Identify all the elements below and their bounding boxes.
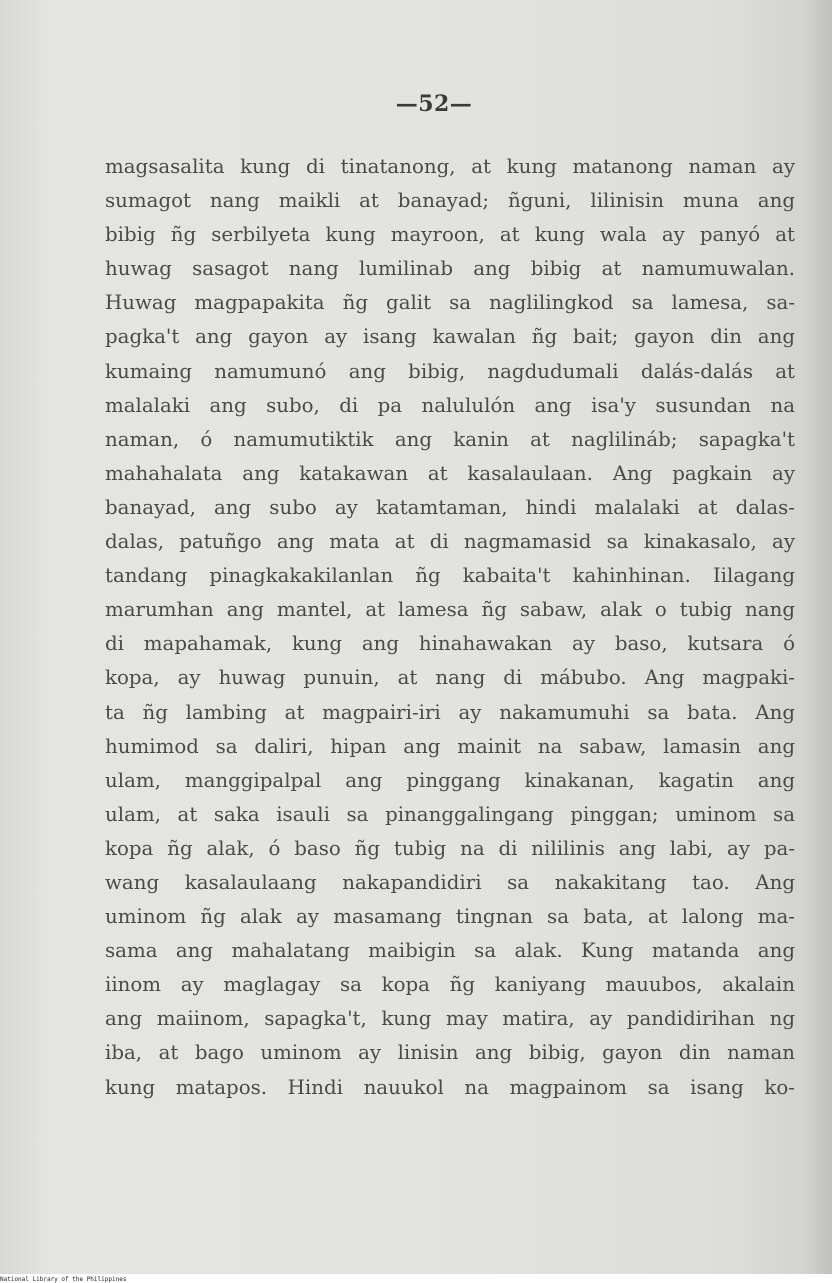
- text-line: kumaing namumunó ang bibig, nagdudumali dalás-dalás at: [105, 359, 795, 383]
- text-line: ulam, manggipalpal ang pinggang kinakanan, kagatin ang: [105, 768, 795, 792]
- page-edge-shadow: [804, 0, 832, 1274]
- text-line: sumagot nang maikli at banayad; ñguni, lilinisin muna ang: [105, 189, 795, 213]
- text-line: ta ñg lambing at magpairi-iri ay nakamumuhi sa bata. Ang: [105, 700, 795, 724]
- text-line: magsasalita kung di tinatanong, at kung matanong naman ay: [105, 155, 795, 178]
- text-line: ang maiinom, sapagka't, kung may matira, ay pandidirihan ng: [105, 1007, 795, 1031]
- text-line: bibig ñg serbilyeta kung mayroon, at kung wala ay panyó at: [105, 223, 795, 247]
- text-line: pagka't ang gayon ay isang kawalan ñg bait; gayon din ang: [105, 325, 795, 349]
- text-line: humimod sa daliri, hipan ang mainit na sabaw, lamasin ang: [105, 734, 795, 758]
- text-line: kopa, ay huwag punuin, at nang di mábubo. Ang magpaki-: [105, 666, 795, 690]
- text-line: kopa ñg alak, ó baso ñg tubig na di nililinis ang labi, ay pa-: [105, 836, 795, 860]
- text-line: ulam, at saka isauli sa pinanggalingang pinggan; uminom sa: [105, 802, 795, 826]
- text-line: uminom ñg alak ay masamang tingnan sa bata, at lalong ma-: [105, 905, 795, 929]
- text-line: Huwag magpapakita ñg galit sa naglilingkod sa lamesa, sa-: [105, 291, 795, 315]
- text-line: wang kasalaulaang nakapandidiri sa nakakitang tao. Ang: [105, 870, 795, 894]
- text-line: tandang pinagkakakilanlan ñg kabaita't kahinhinan. Iilagang: [105, 564, 795, 588]
- text-line: marumhan ang mantel, at lamesa ñg sabaw, alak o tubig nang: [105, 598, 795, 622]
- text-line: mahahalata ang katakawan at kasalaulaan. Ang pagkain ay: [105, 461, 795, 485]
- body-text: [105, 150, 795, 1105]
- text-line: dalas, patuñgo ang mata at di nagmamasid sa kinakasalo, ay: [105, 530, 795, 554]
- text-line: sama ang mahalatang maibigin sa alak. Kung matanda ang: [105, 939, 795, 963]
- text-line: banayad, ang subo ay katamtaman, hindi malalaki at dalas-: [105, 495, 795, 519]
- text-line: naman, ó namumutiktik ang kanin at naglilináb; sapagka't: [105, 427, 795, 451]
- text-line: iba, at bago uminom ay linisin ang bibig, gayon din naman: [105, 1041, 795, 1065]
- text-line: di mapahamak, kung ang hinahawakan ay baso, kutsara ó: [105, 632, 795, 656]
- library-credit: National Library of the Philippines: [0, 1276, 127, 1283]
- text-line: iinom ay maglagay sa kopa ñg kaniyang mauubos, akalain: [105, 973, 795, 997]
- text-line: kung matapos. Hindi nauukol na magpainom sa isang ko-: [105, 1075, 795, 1099]
- text-line: malalaki ang subo, di pa nalululón ang isa'y susundan na: [105, 393, 795, 417]
- text-line: huwag sasagot nang lumilinab ang bibig at namumuwalan.: [105, 257, 795, 281]
- page-number: —52—: [395, 91, 473, 117]
